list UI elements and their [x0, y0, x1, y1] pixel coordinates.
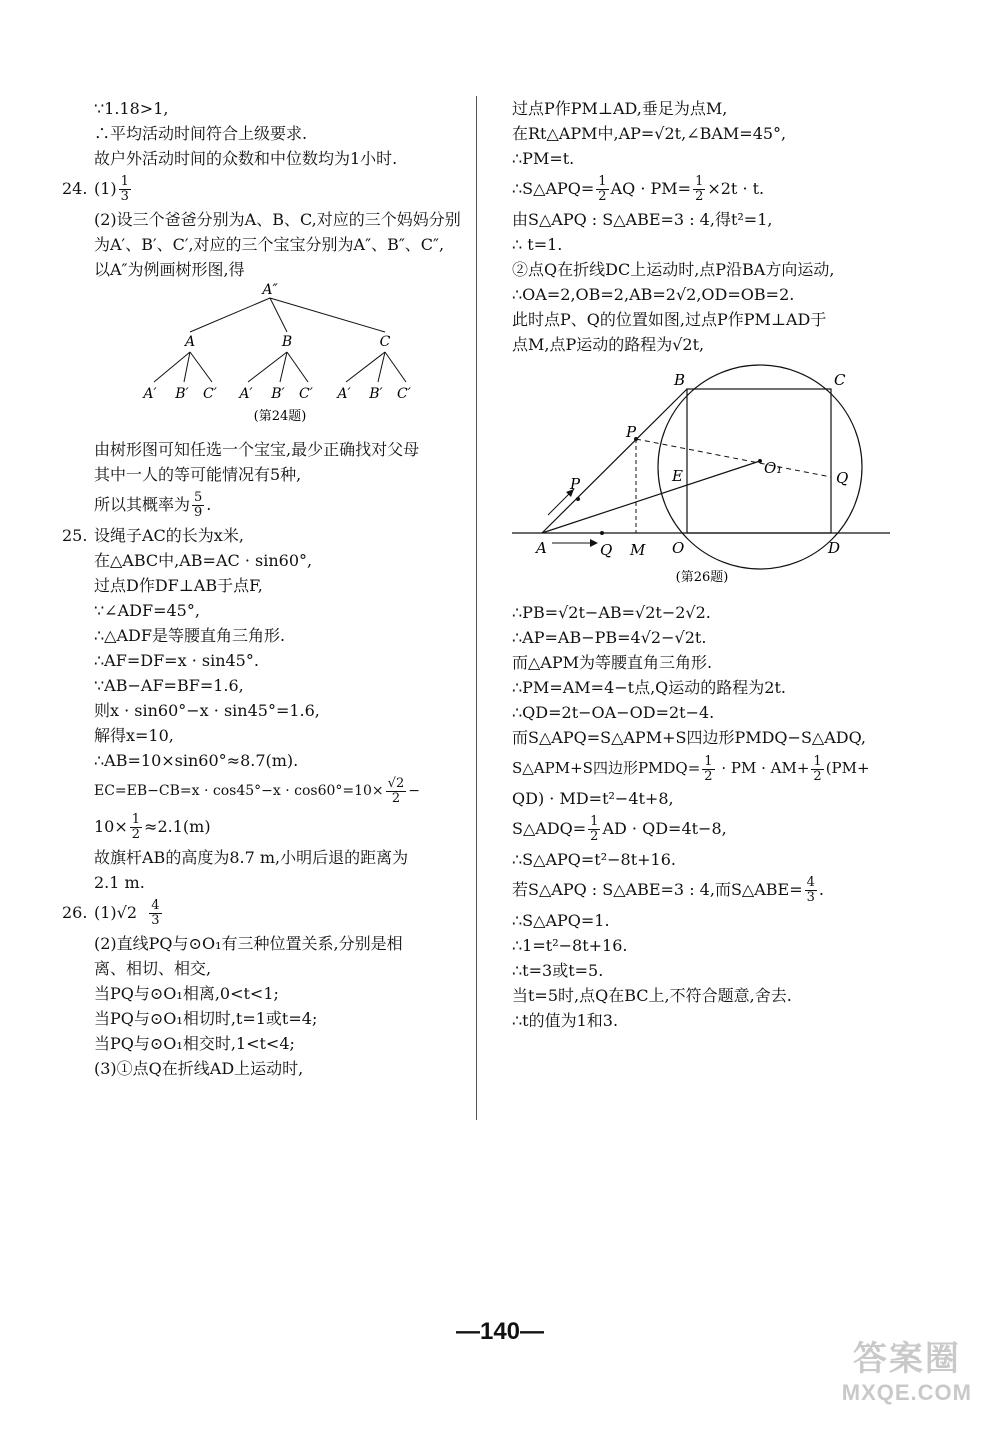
text-line: 其中一人的等可能情况有5种, — [94, 465, 302, 484]
text-line — [512, 171, 902, 207]
numerator: 1 — [704, 753, 713, 769]
denominator: 2 — [598, 189, 607, 204]
text: . — [818, 880, 824, 899]
tree-leaf: B′ — [271, 386, 285, 402]
numerator: 1 — [598, 174, 607, 189]
text-line: ∴平均活动时间符合上级要求. — [94, 124, 308, 143]
numerator: 1 — [131, 812, 141, 827]
text: (PM+ — [825, 759, 870, 777]
fraction — [386, 777, 407, 806]
text-line: 在Rt△APM中,AP=√2t,∠BAM=45°, — [512, 124, 787, 143]
denominator: 2 — [704, 768, 713, 784]
label-b: B — [674, 371, 686, 389]
text-line: ∴S△APQ=1. — [512, 911, 610, 930]
text: − — [408, 783, 420, 799]
text-line: (3)①点Q在折线AD上运动时, — [94, 1059, 304, 1078]
text: AQ · PM= — [610, 179, 692, 198]
numerator: √2 — [387, 775, 405, 791]
geometry-figure — [512, 357, 902, 593]
numerator: 1 — [813, 753, 822, 769]
tree-leaf: C′ — [397, 386, 411, 402]
tree-node: C — [379, 334, 391, 350]
text-line: ∴AB=10×sin60°≈8.7(m). — [94, 751, 299, 770]
text-line: 而△APM为等腰直角三角形. — [512, 653, 713, 672]
tree-leaf: C′ — [203, 386, 217, 402]
q24-part1 — [62, 171, 467, 207]
text-line: ∴PM=t. — [512, 149, 575, 168]
text-line: 由S△APQ : S△ABE=3 : 4,得t²=1, — [512, 210, 773, 229]
text-line — [512, 750, 902, 786]
watermark-url: MXQE.COM — [841, 1380, 972, 1405]
text: 设绳子AC的长为x米, — [94, 526, 244, 545]
denominator: 9 — [194, 505, 203, 520]
tree-diagram — [62, 282, 467, 430]
text-line: 当PQ与⊙O₁相交时,1<t<4; — [94, 1034, 295, 1053]
denominator: 2 — [590, 829, 599, 844]
q26-part1 — [62, 895, 467, 931]
fraction — [130, 813, 142, 842]
text-line — [512, 872, 902, 908]
denominator: 3 — [806, 890, 815, 905]
numerator: 4 — [806, 875, 815, 890]
tree-leaf: B′ — [369, 386, 383, 402]
text-line: ∴1=t²−8t+16. — [512, 936, 628, 955]
text-line: (2)设三个爸爸分别为A、B、C,对应的三个妈妈分别 — [94, 210, 461, 229]
denominator: 2 — [813, 768, 822, 784]
label-o1: O₁ — [764, 459, 783, 477]
text-line: ∴PM=AM=4−t点,Q运动的路程为2t. — [512, 678, 786, 697]
fraction — [805, 876, 817, 905]
text-line: 为A′、B′、C′,对应的三个宝宝分别为A″、B″、C″, — [94, 235, 445, 254]
text-line: ∵∠ADF=45°, — [94, 601, 200, 620]
fraction — [702, 755, 714, 784]
text-line: ∴AF=DF=x · sin45°. — [94, 651, 259, 670]
question-number: 25. — [62, 526, 88, 545]
text-line: 点M,点P运动的路程为√2t, — [512, 335, 705, 354]
question-number: 26. — [62, 903, 88, 922]
text-line: QD) · MD=t²−4t+8, — [512, 789, 674, 808]
figure-caption: (第26题) — [675, 570, 729, 585]
text-line: ∴t的值为1和3. — [512, 1011, 619, 1030]
tree-node: B — [281, 334, 293, 350]
numerator: 4 — [151, 898, 160, 913]
text: ×2t · t. — [707, 179, 765, 198]
label-o: O — [672, 539, 685, 557]
fraction — [588, 815, 600, 844]
label-m: M — [630, 541, 646, 559]
label-d: D — [828, 539, 841, 557]
text: 所以其概率为 — [94, 495, 191, 514]
text: . — [206, 495, 212, 514]
text-line: 在△ABC中,AB=AC · sin60°, — [94, 551, 313, 570]
text-line: 2.1 m. — [94, 873, 145, 892]
tree-root: A″ — [262, 282, 278, 298]
text-line: ∴S△APQ=t²−8t+16. — [512, 850, 676, 869]
text-line: 离、相切、相交, — [94, 959, 212, 978]
page-number: —140— — [455, 1318, 545, 1345]
text-line — [62, 773, 467, 809]
text-line: ∴△ADF是等腰直角三角形. — [94, 626, 286, 645]
text: S△ADQ= — [512, 819, 587, 838]
fraction — [693, 175, 705, 204]
figure-caption: (第24题) — [253, 409, 307, 424]
q25-start — [62, 523, 467, 548]
text-line — [62, 809, 467, 845]
text: 10× — [94, 817, 128, 836]
denominator: 2 — [695, 189, 704, 204]
text-line: 而S△APQ=S△APM+S四边形PMDQ−S△ADQ, — [512, 728, 867, 747]
text-line: 过点P作PM⊥AD,垂足为点M, — [512, 99, 728, 118]
denominator: 2 — [131, 827, 141, 842]
text-line — [62, 487, 467, 523]
denominator: 3 — [120, 189, 129, 204]
text-line: 故户外活动时间的众数和中位数均为1小时. — [94, 149, 398, 168]
text-line: 则x · sin60°−x · sin45°=1.6, — [94, 701, 320, 720]
text: S△APM+S四边形PMDQ= — [512, 759, 701, 777]
tree-leaf: A′ — [337, 386, 351, 402]
tree-leaf: A′ — [239, 386, 253, 402]
text-line: 解得x=10, — [94, 726, 174, 745]
fraction — [149, 899, 161, 928]
text-line: ∵AB−AF=BF=1.6, — [94, 676, 244, 695]
tree-node: A — [184, 334, 196, 350]
tree-leaf: C′ — [299, 386, 313, 402]
denominator: 3 — [151, 913, 160, 928]
fraction — [596, 175, 608, 204]
tree-leaf: A′ — [143, 386, 157, 402]
watermark-logo — [842, 1331, 972, 1406]
text: ∴S△APQ= — [512, 179, 595, 198]
text: EC=EB−CB=x · cos45°−x · cos60°=10× — [94, 783, 384, 799]
fraction — [192, 491, 204, 520]
text-line: ∴PB=√2t−AB=√2t−2√2. — [512, 603, 711, 622]
question-number: 24. — [62, 179, 88, 198]
label-p: P — [626, 423, 637, 441]
label-q: Q — [836, 469, 849, 487]
fraction — [119, 175, 131, 204]
label-e: E — [672, 467, 683, 485]
text-line: ∴OA=2,OB=2,AB=2√2,OD=OB=2. — [512, 285, 795, 304]
text-line: 当PQ与⊙O₁相切时,t=1或t=4; — [94, 1009, 318, 1028]
left-column — [62, 96, 467, 1081]
part-label: (1) — [94, 179, 117, 198]
text-line: 由树形图可知任选一个宝宝,最少正确找对父母 — [94, 440, 420, 459]
denominator: 2 — [391, 790, 401, 806]
text-line: (2)直线PQ与⊙O₁有三种位置关系,分别是相 — [94, 934, 403, 953]
text-line: 当PQ与⊙O₁相离,0<t<1; — [94, 984, 279, 1003]
text: AD · QD=4t−8, — [602, 819, 727, 838]
text-line: 故旗杆AB的高度为8.7 m,小明后退的距离为 — [94, 848, 409, 867]
text-line: ∴QD=2t−OA−OD=2t−4. — [512, 703, 715, 722]
label-q: Q — [600, 541, 613, 559]
text-line: ∴ t=1. — [512, 235, 563, 254]
watermark-text: 答案圈 — [852, 1339, 961, 1379]
text-line: ∴AP=AB−PB=4√2−√2t. — [512, 628, 707, 647]
text-line: ∵1.18>1, — [94, 99, 169, 118]
label-c: C — [834, 371, 846, 389]
text-line: ②点Q在折线DC上运动时,点P沿BA方向运动, — [512, 260, 835, 279]
text: 若S△APQ : S△ABE=3 : 4,而S△ABE= — [512, 880, 803, 899]
numerator: 1 — [120, 174, 129, 189]
numerator: 1 — [590, 814, 599, 829]
label-p: P — [570, 475, 581, 493]
numerator: 5 — [194, 490, 203, 505]
column-divider — [476, 96, 477, 1120]
text-line: 当t=5时,点Q在BC上,不符合题意,舍去. — [512, 986, 792, 1005]
text-line: 以A″为例画树形图,得 — [94, 260, 245, 279]
right-column — [512, 96, 902, 1033]
text: · PM · AM+ — [716, 759, 810, 777]
fraction — [811, 755, 823, 784]
text: (1)√2 — [94, 903, 138, 922]
label-a: A — [536, 539, 547, 557]
text-line: 过点D作DF⊥AB于点F, — [94, 576, 263, 595]
tree-leaf: B′ — [175, 386, 189, 402]
text-line: 此时点P、Q的位置如图,过点P作PM⊥AD于 — [512, 310, 827, 329]
text-line: ∴t=3或t=5. — [512, 961, 604, 980]
text: ≈2.1(m) — [144, 817, 211, 836]
numerator: 1 — [695, 174, 704, 189]
text-line — [512, 811, 902, 847]
